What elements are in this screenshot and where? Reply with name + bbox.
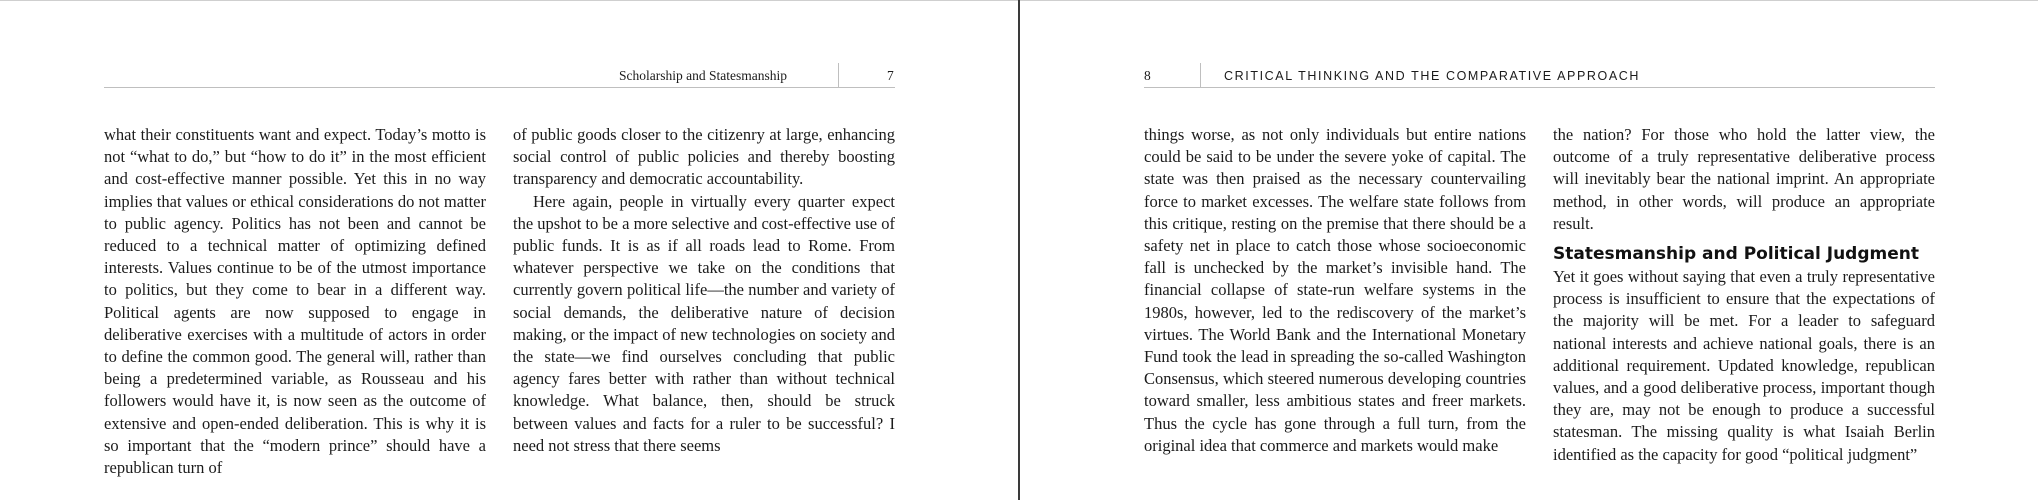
- paragraph: what their constituents want and expect. Today’s motto is not “what to do,” but “how to do it” in the most efficient and cost-effective manner possible. Yet this in no way implies that values or ethical considerations do not matter to public agency. Politics has not been and cannot be reduced to a technical matter of optimizing defined interests. Values continue to be of the utmost importance to politics, but they come to bear in a different way. Political agents are now supposed to engage in deliberative exercises with a multitude of actors in order to define the common good. The general will, rather than being a predetermined variable, as Rousseau and his followers would have it, is now seen as the outcome of extensive and open-ended deliberation. This is why it is so important that the “modern prince” should have a republican turn of: [104, 125, 486, 478]
- running-head-rule: [1144, 87, 1935, 88]
- running-head-title: CRITICAL THINKING AND THE COMPARATIVE APPROACH: [1224, 69, 1641, 83]
- paragraph: things worse, as not only individuals but entire nations could be said to be under the severe yoke of capital. The state was then praised as the necessary countervailing force to market excesses. The welfare state follows from this critique, resting on the premise that there should be a safety net in place to catch those whose socioeconomic fall is unchecked by the market’s invisible hand. The financial collapse of state-run welfare systems in the 1980s, however, led to the rediscovery of the market’s virtues. The World Bank and the International Monetary Fund took the lead in spreading the so-called Washington Consensus, which steered numerous developing countries toward smaller, less ambitious states and freer markets. Thus the cycle has gone through a full turn, from the original idea that commerce and markets would make: [1144, 125, 1526, 455]
- running-head-rule: [104, 87, 895, 88]
- paragraph: of public goods closer to the citizenry at large, enhancing social control of public policies and thereby boosting transparency and democratic accountability.: [513, 125, 895, 189]
- left-page: [0, 0, 1018, 500]
- text-column-1: [1144, 124, 1526, 457]
- text-column-1: [104, 124, 486, 479]
- running-head-separator: [838, 63, 839, 87]
- section-heading: Statesmanship and Political Judgment: [1553, 244, 1919, 265]
- page-number: 8: [1144, 68, 1151, 83]
- running-head-title: Scholarship and Statesmanship: [619, 68, 787, 83]
- text-column-2: [513, 124, 895, 457]
- text-column-2: [1553, 124, 1935, 466]
- paragraph: the nation? For those who hold the latter view, the outcome of a truly representative deliberative process will inevitably bear the national imprint. An appropriate method, in other words, will produce an appropriate result.: [1553, 125, 1935, 233]
- running-head-separator: [1200, 63, 1201, 87]
- right-page: [1020, 0, 2038, 500]
- paragraph: Here again, people in virtually every quarter expect the upshot to be a more selective and cost-effective use of public funds. It is as if all roads lead to Rome. From whatever perspective we take on the conditions that currently govern political life—the number and variety of social demands, the deliberative nature of decision making, or the impact of new technologies on society and the state—we find ourselves concluding that public agency fares better with rather than without technical knowledge. What balance, then, should be struck between values and facts for a ruler to be successful? I need not stress that there seems: [513, 191, 895, 455]
- page-number: 7: [887, 68, 894, 83]
- paragraph: Yet it goes without saying that even a truly representative process is insufficient to ensure that the expectations of the majority will be met. For a leader to safeguard national interests and achieve national goals, there is an additional requirement. Updated knowledge, republican values, and a good deliberative process, important though they are, may not be enough to produce a successful statesman. The missing quality is what Isaiah Berlin identified as the capacity for good “political judgment”: [1553, 267, 1935, 464]
